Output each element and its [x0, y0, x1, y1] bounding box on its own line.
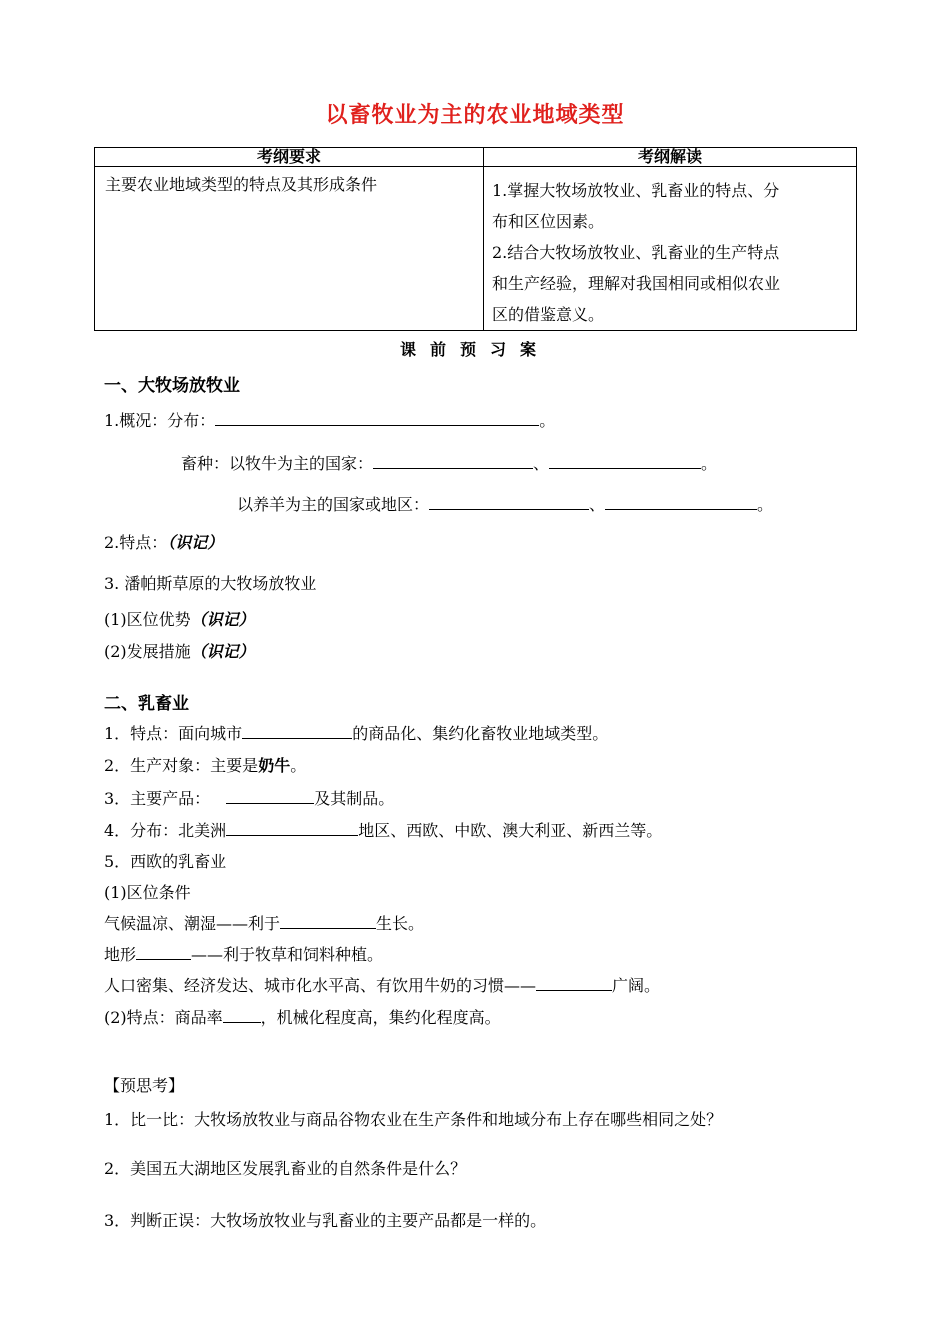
breed-line: 畜种：以牧牛为主的国家： 、 。: [181, 454, 718, 473]
dairy-line-1: 1．特点：面向城市 的商品化、集约化畜牧业地域类型。: [104, 724, 609, 743]
advantage-line: (1)区位优势（识记）: [104, 610, 255, 629]
memorize-note: （识记）: [167, 533, 224, 552]
interpretation-line: 布和区位因素。: [492, 212, 605, 231]
fill-blank[interactable]: [242, 724, 352, 739]
think-question-3: 3．判断正误：大牧场放牧业与乳畜业的主要产品都是一样的。: [104, 1211, 547, 1230]
dairy-line-7: 气候温凉、潮湿——利于 生长。: [104, 914, 425, 933]
dairy-line-6: (1)区位条件: [104, 883, 191, 902]
memorize-note: （识记）: [190, 642, 255, 661]
fill-blank[interactable]: [280, 914, 376, 929]
memorize-note: （识记）: [190, 610, 255, 629]
dairy-line-5: 5．西欧的乳畜业: [104, 852, 227, 871]
think-question-2: 2．美国五大湖地区发展乳畜业的自然条件是什么？: [104, 1159, 467, 1178]
fill-blank[interactable]: [536, 976, 612, 991]
dairy-line-10: (2)特点：商品率 ，机械化程度高，集约化程度高。: [104, 1008, 501, 1027]
interpretation-line: 和生产经验，理解对我国相同或相似农业: [492, 274, 781, 293]
fill-blank[interactable]: [215, 411, 539, 426]
pampas-line: 3. 潘帕斯草原的大牧场放牧业: [104, 574, 317, 593]
interpretation-line: 2.结合大牧场放牧业、乳畜业的生产特点: [492, 243, 780, 262]
features-line: 2.特点：（识记）: [104, 533, 224, 552]
fill-blank[interactable]: [373, 454, 533, 469]
requirement-text: 主要农业地域类型的特点及其形成条件: [105, 175, 378, 194]
table-cell-requirements: [95, 167, 484, 331]
fill-blank[interactable]: [226, 821, 358, 836]
fill-blank[interactable]: [226, 789, 314, 804]
dairy-line-3: 3．主要产品： 及其制品。: [104, 789, 395, 808]
fill-blank[interactable]: [136, 945, 191, 960]
interpretation-line: 1.掌握大牧场放牧业、乳畜业的特点、分: [492, 181, 780, 200]
fill-blank[interactable]: [429, 495, 589, 510]
think-heading: 【预思考】: [104, 1076, 185, 1095]
dairy-line-8: 地形 ——利于牧草和饲料种植。: [104, 945, 384, 964]
section-heading-dairy: 二、乳畜业: [104, 694, 189, 714]
dairy-line-9: 人口密集、经济发达、城市化水平高、有饮用牛奶的习惯—— 广阔。: [104, 976, 661, 995]
dairy-line-2: 2．生产对象：主要是奶牛。: [104, 756, 307, 775]
think-question-1: 1．比一比：大牧场放牧业与商品谷物农业在生产条件和地域分布上存在哪些相同之处？: [104, 1110, 723, 1129]
fill-blank[interactable]: [605, 495, 757, 510]
fill-blank[interactable]: [223, 1008, 261, 1023]
sheep-line: 以养羊为主的国家或地区： 、 。: [237, 495, 774, 514]
section-heading-ranching: 一、大牧场放牧业: [104, 376, 240, 396]
interpretation-line: 区的借鉴意义。: [492, 305, 605, 324]
page-title: 以畜牧业为主的农业地域类型: [325, 103, 625, 128]
table-header-interpretation: 考纲解读: [484, 148, 857, 167]
table-cell-interpretation: [484, 167, 857, 331]
dairy-line-4: 4．分布：北美洲 地区、西欧、中欧、澳大利亚、新西兰等。: [104, 821, 663, 840]
measures-line: (2)发展措施（识记）: [104, 642, 255, 661]
fill-blank[interactable]: [549, 454, 701, 469]
overview-line: 1.概况：分布： 。: [104, 411, 556, 430]
table-header-requirements: 考纲要求: [95, 148, 484, 167]
preview-section-title: 课前预习案: [399, 340, 550, 359]
syllabus-table: [94, 147, 857, 331]
